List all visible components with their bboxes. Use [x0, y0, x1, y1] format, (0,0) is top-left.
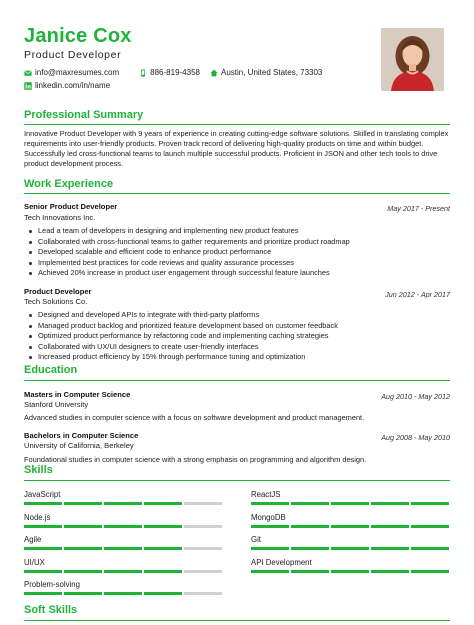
- list-item: Designed and developed APIs to integrate with third-party platforms: [38, 310, 448, 321]
- skill-level-filled: [144, 547, 182, 550]
- job-company: Tech Innovations Inc.: [24, 213, 96, 222]
- phone-icon: [139, 69, 147, 77]
- list-item: Collaborated with cross-functional teams to gather requirements and prioritize product roadmap: [38, 237, 448, 248]
- profile-photo: [381, 28, 444, 91]
- degree-title: Masters in Computer Science: [24, 390, 131, 399]
- linkedin-row: [24, 81, 110, 90]
- job-title: Product Developer: [24, 287, 92, 296]
- skill-level-filled: [291, 570, 329, 573]
- skill-level-filled: [251, 525, 289, 528]
- summary-text: Innovative Product Developer with 9 years of experience in creating cutting-edge software solutions. Skilled in translating complex requirements into user-friendly products. Proven track record of delivering high-quality products on time and within budget. Successfully led cross-functional teams to launch multiple successful products. Proficient in JSON and other tech tools to drive product development process.: [24, 129, 449, 168]
- experience-heading: Work Experience: [24, 178, 114, 190]
- email-icon: [24, 69, 32, 77]
- skill-level-filled: [24, 502, 62, 505]
- degree-title: Bachelors in Computer Science: [24, 431, 139, 440]
- skill-level-filled: [144, 592, 182, 595]
- skill-level-filled: [251, 570, 289, 573]
- skill-level-empty: [184, 525, 222, 528]
- job-bullets: [38, 226, 448, 279]
- location-text: Austin, United States, 73303: [220, 68, 323, 77]
- section-divider: [24, 193, 450, 194]
- education-description: Advanced studies in computer science with a focus on software development and product management.: [24, 413, 365, 422]
- skill-level-filled: [251, 502, 289, 505]
- skill-name: Agile: [24, 535, 42, 544]
- section-divider: [24, 124, 450, 125]
- skill-level-filled: [291, 502, 329, 505]
- skills-heading: Skills: [24, 464, 53, 476]
- skill-level-filled: [411, 525, 449, 528]
- portrait-image: [381, 28, 444, 91]
- skill-level-filled: [331, 547, 369, 550]
- list-item: Lead a team of developers in designing and implementing new product features: [38, 226, 448, 237]
- skill-level-filled: [251, 547, 289, 550]
- skill-level-empty: [184, 592, 222, 595]
- list-item: Optimized product performance by refactoring code and implementing caching strategies: [38, 331, 448, 342]
- skill-name: API Development: [251, 557, 312, 567]
- skill-level-filled: [371, 502, 409, 505]
- school-name: Stanford University: [24, 400, 89, 409]
- skill-level-filled: [411, 547, 449, 550]
- contact-row: [24, 68, 322, 77]
- list-item: Collaborated with UX/UI designers to create user-friendly interfaces: [38, 342, 448, 353]
- skill-level-bar: [24, 502, 222, 505]
- list-item: Managed product backlog and prioritized feature development based on customer feedback: [38, 321, 448, 332]
- skill-level-filled: [104, 570, 142, 573]
- linkedin-text[interactable]: linkedin.com/in/name: [35, 81, 111, 90]
- skill-level-bar: [24, 570, 222, 573]
- skill-level-filled: [24, 525, 62, 528]
- skill-name: MongoDB: [251, 512, 286, 522]
- job-dates: Jun 2012 - Apr 2017: [385, 290, 450, 299]
- skill-level-filled: [371, 547, 409, 550]
- skill-level-bar: [251, 502, 449, 505]
- skill-level-filled: [331, 570, 369, 573]
- skill-level-bar: [251, 547, 449, 550]
- skill-name: ReactJS: [251, 490, 281, 499]
- skill-level-filled: [144, 502, 182, 505]
- skill-level-filled: [411, 570, 449, 573]
- job-company: Tech Solutions Co.: [24, 297, 88, 306]
- skill-level-filled: [104, 547, 142, 550]
- skill-level-filled: [64, 547, 102, 550]
- skill-level-filled: [24, 570, 62, 573]
- section-divider: [24, 620, 450, 621]
- list-item: Increased product efficiency by 15% through performance tuning and optimization: [38, 352, 448, 363]
- skill-name: Problem-solving: [24, 580, 80, 589]
- education-heading: Education: [24, 364, 78, 376]
- skill-level-bar: [24, 547, 222, 550]
- skill-level-empty: [184, 570, 222, 573]
- skill-level-filled: [64, 570, 102, 573]
- skill-level-bar: [24, 592, 222, 595]
- list-item: Achieved 20% increase in product user engagement through successful feature launches: [38, 268, 448, 279]
- job-bullets: [38, 310, 448, 363]
- email-text[interactable]: info@maxresumes.com: [35, 68, 120, 77]
- skill-level-filled: [104, 525, 142, 528]
- education-description: Foundational studies in computer science with a strong emphasis on programming and algorithm design.: [24, 455, 367, 464]
- skill-level-filled: [24, 547, 62, 550]
- skill-level-bar: [251, 570, 449, 573]
- skill-level-filled: [291, 547, 329, 550]
- skill-level-bar: [24, 525, 222, 528]
- candidate-name: Janice Cox: [24, 25, 132, 47]
- list-item: Developed scalable and efficient code to enhance product performance: [38, 247, 448, 258]
- skill-level-filled: [331, 525, 369, 528]
- skill-level-filled: [64, 592, 102, 595]
- skill-level-filled: [371, 570, 409, 573]
- skill-name: Node.js: [24, 512, 51, 522]
- section-divider: [24, 480, 450, 481]
- skill-name: Git: [251, 535, 261, 544]
- education-dates: Aug 2008 - May 2010: [381, 433, 450, 442]
- list-item: Implemented best practices for code reviews and quality assurance processes: [38, 258, 448, 269]
- skill-level-bar: [251, 525, 449, 528]
- skill-level-empty: [184, 547, 222, 550]
- skill-level-filled: [64, 525, 102, 528]
- candidate-title: Product Developer: [24, 49, 122, 61]
- skill-name: JavaScript: [24, 490, 61, 499]
- summary-heading: Professional Summary: [24, 109, 144, 121]
- skill-level-filled: [64, 502, 102, 505]
- soft-skills-heading: Soft Skills: [24, 604, 78, 616]
- home-icon: [210, 69, 218, 77]
- skill-level-filled: [331, 502, 369, 505]
- job-title: Senior Product Developer: [24, 202, 118, 211]
- skill-level-filled: [104, 502, 142, 505]
- skill-level-filled: [104, 592, 142, 595]
- skill-level-filled: [24, 592, 62, 595]
- skill-level-filled: [371, 525, 409, 528]
- skill-level-filled: [291, 525, 329, 528]
- skill-name: UI/UX: [24, 557, 45, 567]
- skill-level-filled: [144, 525, 182, 528]
- skill-level-filled: [411, 502, 449, 505]
- phone-text[interactable]: 886-819-4358: [150, 68, 200, 77]
- section-divider: [24, 380, 450, 381]
- school-name: University of California, Berkeley: [24, 441, 134, 450]
- skill-level-filled: [144, 570, 182, 573]
- skill-level-empty: [184, 502, 222, 505]
- education-dates: Aug 2010 - May 2012: [381, 392, 450, 401]
- linkedin-icon: [24, 82, 32, 90]
- job-dates: May 2017 - Present: [387, 204, 450, 213]
